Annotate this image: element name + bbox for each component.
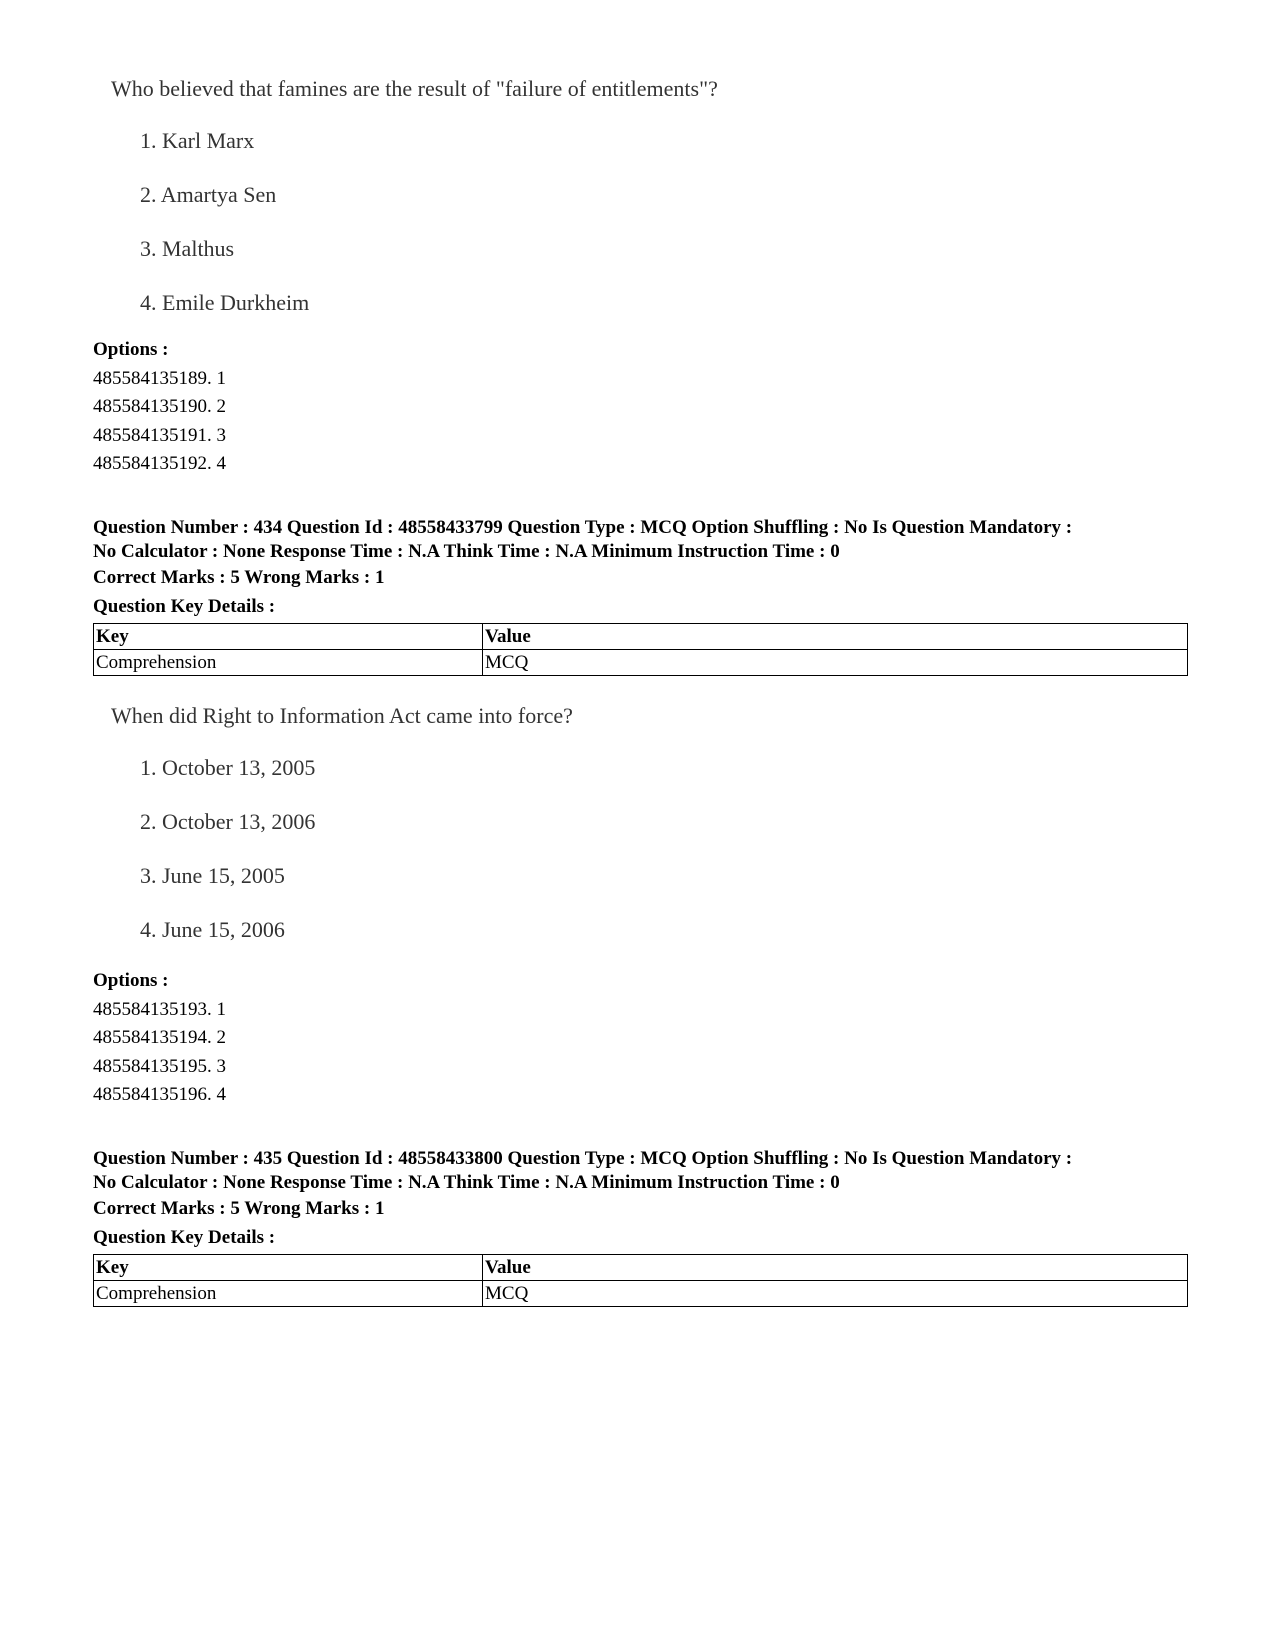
option-row: 485584135192. 4: [93, 453, 226, 474]
question-meta-line: Question Number : 434 Question Id : 48558433799 Question Type : MCQ Option Shuffling : No Is Question Mandatory :: [93, 517, 1073, 538]
question-434-meta: [93, 516, 1188, 676]
table-cell-value: MCQ: [483, 1281, 1188, 1307]
option-row: 485584135196. 4: [93, 1084, 226, 1105]
option-row: 485584135191. 3: [93, 424, 226, 446]
question-433-options: [93, 336, 1188, 479]
choice-item: 3. June 15, 2005: [140, 863, 285, 888]
table-row: [94, 650, 1188, 676]
question-433-choices: [111, 128, 718, 344]
question-meta-line: Question Number : 435 Question Id : 48558433800 Question Type : MCQ Option Shuffling : No Is Question Mandatory :: [93, 1148, 1073, 1169]
question-434-image: [111, 703, 573, 971]
table-row: [94, 1281, 1188, 1307]
choice-item: 3. Malthus: [140, 236, 235, 261]
question-key-table: [93, 623, 1188, 676]
key-details-label: Question Key Details :: [93, 1226, 276, 1248]
option-row: 485584135189. 1: [93, 367, 226, 389]
question-434-options: [93, 967, 1188, 1110]
options-label: Options :: [93, 339, 169, 360]
choice-item: 2. Amartya Sen: [140, 182, 277, 207]
question-433-text: Who believed that famines are the result of "failure of entitlements"?: [111, 76, 718, 101]
key-details-label: Question Key Details :: [93, 595, 276, 617]
table-header-key: Key: [94, 1255, 483, 1281]
option-row: 485584135190. 2: [93, 396, 226, 417]
choice-item: 1. October 13, 2005: [140, 755, 316, 780]
question-433-image: [111, 76, 718, 344]
choice-item: 4. Emile Durkheim: [140, 290, 310, 315]
table-header-value: Value: [483, 624, 1188, 650]
table-cell-key: Comprehension: [94, 1281, 483, 1307]
table-header-value: Value: [483, 1255, 1188, 1281]
question-meta-line: No Calculator : None Response Time : N.A Think Time : N.A Minimum Instruction Time : 0: [93, 541, 840, 562]
table-header-row: [94, 1255, 1188, 1281]
question-435-meta: [93, 1147, 1188, 1307]
table-cell-value: MCQ: [483, 650, 1188, 676]
table-header-row: [94, 624, 1188, 650]
question-434-text: When did Right to Information Act came into force?: [111, 703, 573, 728]
question-meta-line: No Calculator : None Response Time : N.A Think Time : N.A Minimum Instruction Time : 0: [93, 1172, 840, 1193]
marks-line: Correct Marks : 5 Wrong Marks : 1: [93, 1198, 385, 1219]
choice-item: 2. October 13, 2006: [140, 809, 316, 834]
option-row: 485584135194. 2: [93, 1027, 226, 1048]
options-label: Options :: [93, 970, 169, 991]
question-434-choices: [111, 755, 573, 971]
option-row: 485584135193. 1: [93, 998, 226, 1020]
marks-line: Correct Marks : 5 Wrong Marks : 1: [93, 567, 385, 588]
table-cell-key: Comprehension: [94, 650, 483, 676]
question-key-table: [93, 1254, 1188, 1307]
choice-item: 1. Karl Marx: [140, 128, 255, 153]
option-row: 485584135195. 3: [93, 1055, 226, 1077]
table-header-key: Key: [94, 624, 483, 650]
choice-item: 4. June 15, 2006: [140, 917, 285, 942]
